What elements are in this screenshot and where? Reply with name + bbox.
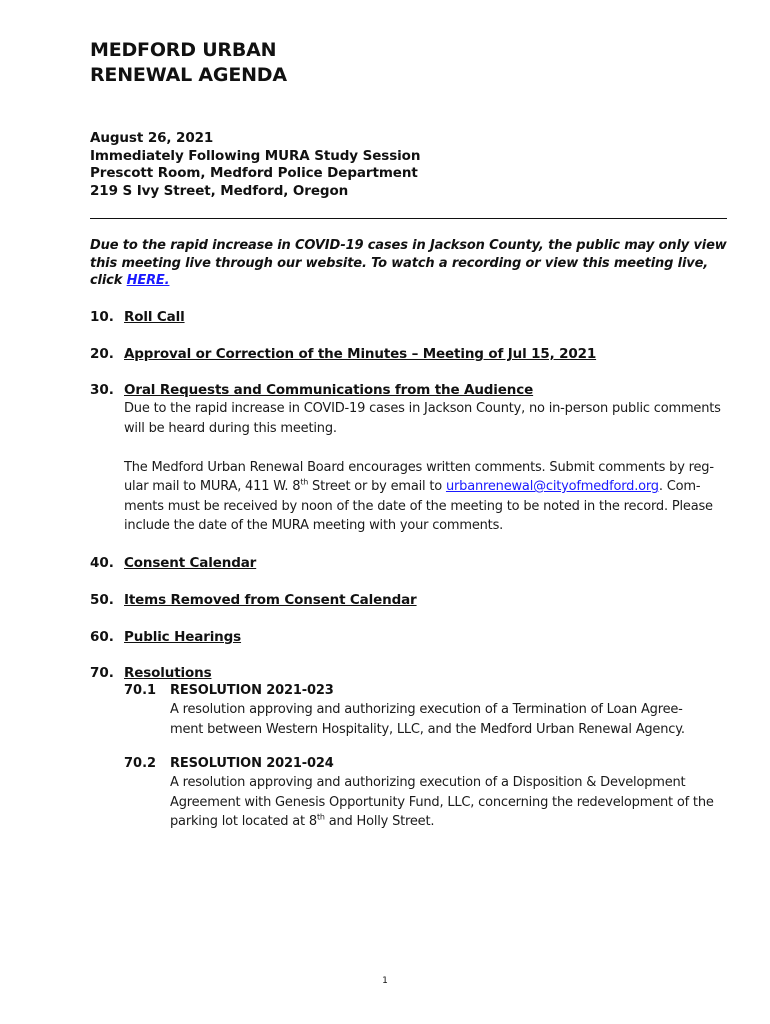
body-line: A resolution approving and authorizing execution of a Termination of Loan Agree- <box>170 702 683 717</box>
title-line-1: MEDFORD URBAN <box>90 39 277 61</box>
page-number: 1 <box>382 976 388 986</box>
meeting-room: Prescott Room, Medford Police Department <box>90 165 418 181</box>
paragraph-spacer <box>124 438 728 458</box>
ordinal-suffix: th <box>316 812 325 822</box>
covid-notice <box>90 237 730 290</box>
body-line <box>124 477 728 497</box>
body-text-segment: . Com- <box>658 479 701 494</box>
item-number: 50. <box>90 592 114 608</box>
item-heading: Consent Calendar <box>124 555 257 571</box>
email-link[interactable]: urbanrenewal@cityofmedford.org <box>445 479 659 494</box>
body-line <box>170 812 730 832</box>
resolution-number: 70.2 <box>124 756 157 771</box>
oral-requests-body <box>124 399 728 536</box>
notice-line-3 <box>90 272 730 290</box>
title-line-2: RENEWAL AGENDA <box>90 64 287 86</box>
item-heading: Roll Call <box>124 309 185 325</box>
item-heading: Resolutions <box>124 665 212 681</box>
ordinal-suffix: th <box>300 477 309 487</box>
body-text-segment: and Holly Street. <box>324 814 435 829</box>
notice-line-1: Due to the rapid increase in COVID-19 cases in Jackson County, the public may only view <box>90 238 727 253</box>
resolution-70-1-description <box>170 700 730 739</box>
body-line: Agreement with Genesis Opportunity Fund, LLC, concerning the redevelopment of the <box>170 794 714 810</box>
item-heading: Oral Requests and Communications from the Audience <box>124 382 534 398</box>
body-line: ments must be received by noon of the date of the meeting to be noted in the record. Please <box>124 498 713 514</box>
item-number: 70. <box>90 665 114 681</box>
header-divider <box>90 218 727 219</box>
meeting-timing: Immediately Following MURA Study Session <box>90 147 421 164</box>
item-number: 10. <box>90 309 114 325</box>
body-line: ment between Western Hospitality, LLC, and the Medford Urban Renewal Agency. <box>170 721 685 737</box>
item-heading: Approval or Correction of the Minutes – Meeting of Jul 15, 2021 <box>124 346 597 362</box>
page-title <box>90 38 590 88</box>
body-line: will be heard during this meeting. <box>124 420 337 436</box>
body-text-segment: ular mail to MURA, 411 W. 8 <box>124 479 301 494</box>
resolution-title: RESOLUTION 2021-023 <box>170 683 334 698</box>
resolution-70-2-description <box>170 773 730 832</box>
item-number: 30. <box>90 382 114 398</box>
item-number: 40. <box>90 555 114 571</box>
body-line: The Medford Urban Renewal Board encourages written comments. Submit comments by reg- <box>124 459 714 475</box>
meeting-details <box>90 130 650 200</box>
item-heading: Items Removed from Consent Calendar <box>124 592 417 608</box>
meeting-address: 219 S Ivy Street, Medford, Oregon <box>90 182 349 199</box>
body-line: include the date of the MURA meeting with your comments. <box>124 518 504 533</box>
item-number: 20. <box>90 346 114 362</box>
body-text-segment: Street or by email to <box>308 479 446 494</box>
body-line: Due to the rapid increase in COVID-19 cases in Jackson County, no in-person public comments <box>124 401 721 416</box>
notice-line-2: this meeting live through our website. To watch a recording or view this meeting live, <box>90 255 709 271</box>
meeting-date: August 26, 2021 <box>90 130 214 146</box>
watch-meeting-link[interactable]: HERE. <box>126 273 170 288</box>
notice-click-text: click <box>90 273 127 288</box>
resolution-title: RESOLUTION 2021-024 <box>170 756 334 771</box>
body-line: A resolution approving and authorizing execution of a Disposition & Development <box>170 775 686 790</box>
item-heading: Public Hearings <box>124 629 242 645</box>
resolution-number: 70.1 <box>124 683 157 698</box>
body-text-segment: parking lot located at 8 <box>170 814 317 829</box>
item-number: 60. <box>90 629 114 645</box>
